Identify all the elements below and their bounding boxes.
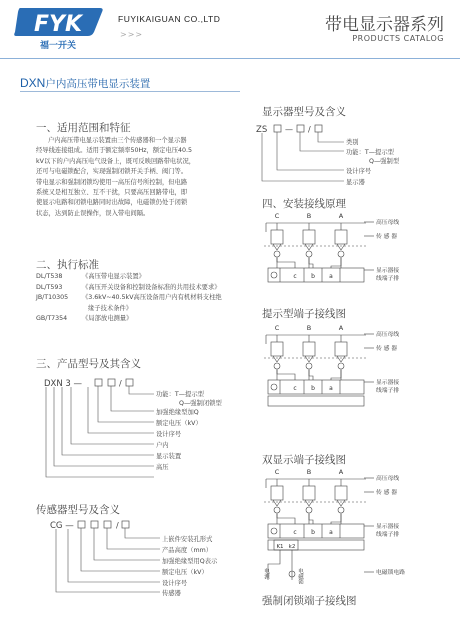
wiring-label: 显示器接 [376,268,400,274]
chevron-icon: >>> [120,30,144,39]
sensor-tip [305,500,313,506]
caption-double-display: 双显示端子接线图 [262,454,346,466]
phase-label: A [338,324,344,332]
sensor-terminal [306,507,312,513]
model-label: 加强绝缘型加Q [156,409,199,416]
model-label: 户内 [156,442,169,449]
scope-line: 系统又是相互独立、互不干扰，只要高压回路带电，即 [36,189,188,197]
wire [309,514,313,524]
power-wire [268,550,280,580]
model-label: 额定电压（kV） [156,420,202,427]
section-heading-wiring: 四、安装接线原理 [262,198,346,210]
section-heading-standards: 二、执行标准 [36,259,99,271]
model-code-diagram [36,374,236,486]
scope-paragraph [36,136,236,219]
code-box [104,521,111,528]
svg-text:/: / [308,125,311,134]
sensor-terminal [274,251,280,257]
wire [277,258,295,268]
double-display-terminal-diagram [262,466,452,584]
company-logo [14,6,106,52]
wiring-label: 传 感 器 [376,346,398,352]
sensor-terminal [274,363,280,369]
page-title-text: 户内高压带电显示装置 [45,78,151,90]
sensor-terminal [338,363,344,369]
installation-wiring-diagram [262,210,452,306]
terminal-label: c [293,529,297,536]
standard-code [36,304,82,315]
svg-text:—: — [285,125,293,134]
terminal-strip [268,268,364,282]
code-box [91,521,98,528]
wire [309,370,313,380]
code-box [274,125,281,132]
sensor-tip [337,500,345,506]
scope-line: 经导线连接组成。适用于额定频率50Hz，额定电压40.5 [36,147,193,155]
standard-code: DL/T593 [36,283,63,291]
model-code-prefix: DXN 3 — [44,379,83,389]
section-heading-model: 三、产品型号及其含义 [36,358,141,370]
sensor-tip [337,244,345,250]
sensor-body [271,342,283,356]
standard-row [36,304,222,315]
wire [331,514,341,524]
phase-label: C [274,324,280,332]
display-label: 功能：T—提示型 [346,149,394,156]
wiring-label: 高压母线 [376,220,400,226]
sensor-terminal [306,251,312,257]
sensor-label: 产品高度（mm） [162,547,213,554]
standard-row [36,272,222,283]
code-box [315,125,322,132]
sensor-body [303,486,315,500]
section-heading-scope: 一、适用范围和特征 [36,122,131,134]
sensor-tip [305,244,313,250]
phase-label: B [306,324,312,332]
display-label: Q—强制型 [369,158,400,165]
scope-line: 还可与电磁锁配合，实现强制闭锁开关手柄、阀门等。 [36,168,188,176]
display-label: 类别 [346,139,359,146]
wiring-lines [264,478,374,580]
standard-code: GB/T7354 [36,315,68,323]
svg-text:/: / [116,521,119,530]
phase-label: C [274,468,280,476]
display-code-prefix: ZS [256,125,268,135]
code-box [95,379,102,386]
terminal-label: a [329,273,333,280]
header-divider [0,58,460,59]
model-label: Q—强制闭锁型 [179,400,222,407]
display-code-diagram [256,120,436,190]
company-name: FUYIKAIGUAN CO.,LTD [118,14,221,24]
scope-line: 带电显示和强制闭锁均使用一高压信号所控制，但电路 [36,178,188,186]
sensor-label: 加强绝缘型用Q表示 [162,558,218,565]
phase-label: A [338,468,344,476]
standard-code: JB/T10305 [36,294,69,302]
display-label: 显示器 [346,179,365,186]
wire [309,258,313,268]
sensor-tip [305,356,313,362]
scope-line: 使显示电路和闭锁电路同时出故障，电磁锁仍处于闭锁 [36,199,188,207]
terminal-label: b [311,385,315,392]
sensor-tip [273,244,281,250]
svg-text:/: / [119,379,122,388]
sensor-body [303,230,315,244]
relay-label: k2 [288,544,296,550]
sensor-body [303,342,315,356]
terminal-label: c [293,273,297,280]
wiring-label: 传 感 器 [376,234,398,240]
wiring-label: 线端子排 [376,388,400,394]
display-label: 设计序号 [346,168,372,175]
wire [277,370,295,380]
caption-hint-wiring: 提示型端子接线图 [262,308,346,320]
sensor-body [271,486,283,500]
page-title-underline [20,91,240,92]
catalog-subtitle: PRODUCTS CATALOG [352,34,444,43]
code-box [126,379,133,386]
page-title-prefix: DXN [20,76,46,90]
terminal-label: a [329,385,333,392]
terminal-strip [268,380,364,394]
wiring-label: 电磁锁电路 [376,570,405,576]
wiring-label: 显示器接 [376,524,400,530]
sensor-label: 上嵌件安装孔形式 [162,536,213,543]
wiring-lines [264,334,374,406]
wiring-label: 高压母线 [376,332,400,338]
wiring-label: 高压母线 [376,476,400,482]
relay-label: K1 [276,544,284,550]
terminal-strip [268,524,364,538]
terminal-label: b [311,529,315,536]
wire [331,258,341,268]
sensor-label: 传感器 [162,590,181,596]
wire [277,514,295,524]
wiring-lines [264,222,374,282]
logo-text: FYK [33,12,83,37]
sensor-terminal [306,363,312,369]
model-label: 高压 [156,464,169,471]
model-label: 功能：T—提示型 [156,391,204,398]
wiring-label: 显示器接 [376,380,400,386]
phase-label: C [274,212,280,220]
sensor-terminal [338,507,344,513]
logo-subtext: 福一开关 [39,41,77,51]
standard-text: 《局部放电测量》 [82,315,133,323]
sensor-terminal [338,251,344,257]
terminal-symbol [271,272,277,278]
wiring-label: 线端子排 [376,276,400,282]
sensor-body [335,230,347,244]
sensor-body [335,486,347,500]
section-heading-sensor-model: 传感器型号及含义 [36,504,120,516]
scope-line: kV以下的户内高压电气设备上，既可反映回路带电状况， [36,157,196,165]
sensor-terminal [274,507,280,513]
phase-label: B [306,468,312,476]
code-box [297,125,304,132]
catalog-title: 带电显示器系列 [325,15,444,35]
scope-line: 状态，达到防止误操作，误入带电间隔。 [36,209,150,217]
phase-label: B [306,212,312,220]
terminal-label: c [293,385,297,392]
section-heading-display-model: 显示器型号及含义 [262,106,346,118]
page-title [20,76,150,91]
hint-terminal-diagram [262,322,452,418]
terminal-label: b [311,273,315,280]
standard-row [36,293,222,304]
standard-text: 《高压带电显示装置》 [82,273,145,280]
sensor-body [335,342,347,356]
sensor-label: 设计序号 [162,580,188,587]
sensor-code-diagram [36,516,236,596]
sensor-tip [273,500,281,506]
sensor-body [271,230,283,244]
wiring-label: 传 感 器 [376,490,398,496]
sensor-tip [273,356,281,362]
terminal-symbol [271,384,277,390]
sensor-label: 额定电压（kV） [162,569,208,576]
phase-label: A [338,212,344,220]
terminal-symbol [271,528,277,534]
sensor-tip [337,356,345,362]
lock-label: 电磁锁 [297,568,303,584]
caption-lock-wiring: 强制闭锁端子接线图 [262,595,357,607]
model-label: 显示装置 [156,453,182,460]
code-box [78,521,85,528]
standard-row [36,283,222,294]
scope-line: 户内高压带电显示装置由三个传感器和一个显示器 [48,137,187,144]
terminal-strip-2 [268,396,364,406]
code-box [122,521,129,528]
standard-code: DL/T538 [36,273,63,280]
standards-list [36,272,222,325]
terminal-label: a [329,529,333,536]
standard-row [36,314,222,325]
wiring-label: 线端子排 [376,532,400,538]
sensor-code-prefix: CG — [50,521,74,531]
power-label: 电源 [263,568,269,579]
code-box [108,379,115,386]
standard-text: 缘子技术条件》 [88,304,133,312]
standard-text: 《高压开关设备和控制设备标准的共用技术要求》 [82,283,221,291]
wire [331,370,341,380]
standard-text: 《3.6kV~40.5kV高压设备用户内有机材料支柱绝 [82,294,222,302]
model-label: 设计序号 [156,431,182,438]
